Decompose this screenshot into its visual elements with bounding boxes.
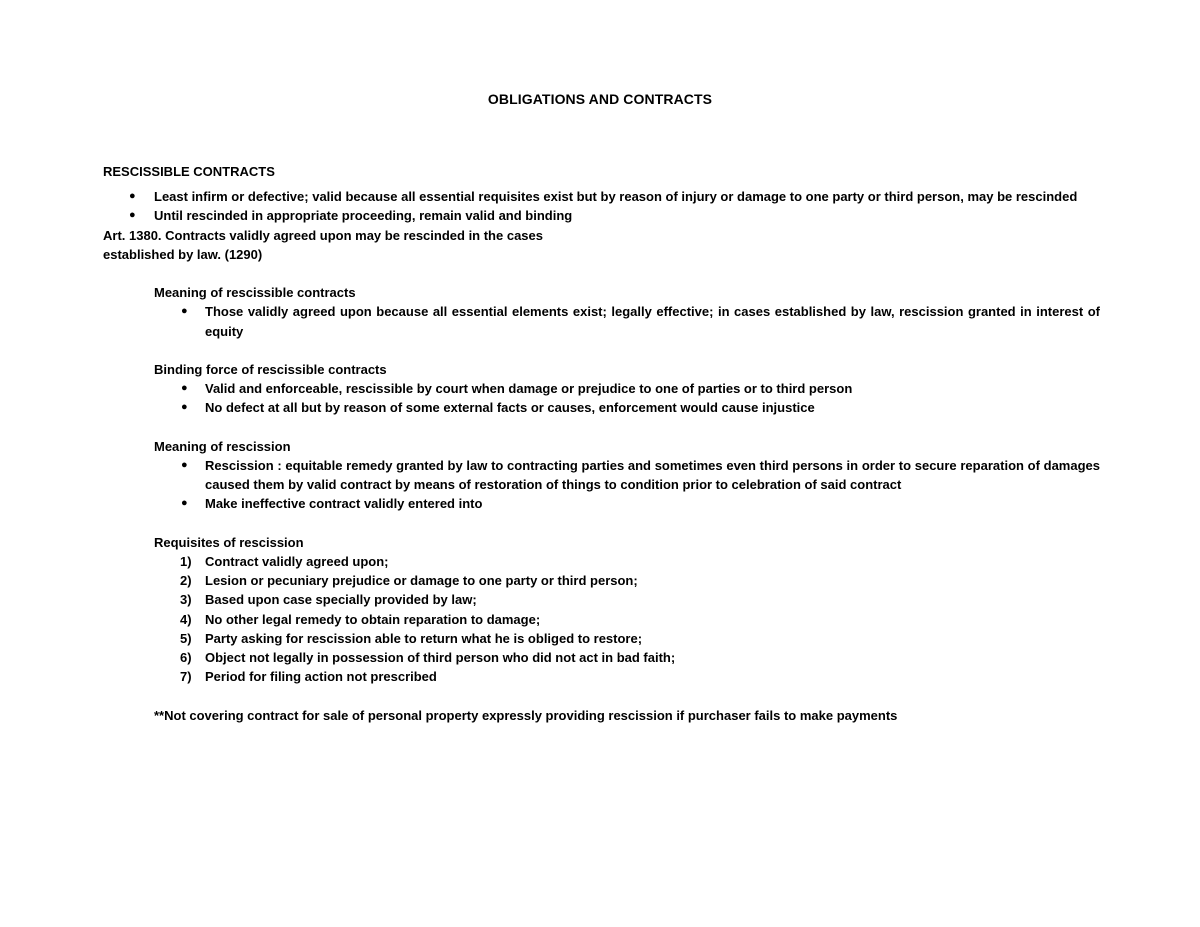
- list-item: [103, 590, 1100, 609]
- list-number: 6): [180, 650, 192, 666]
- subsection-bullet-list: [103, 456, 1100, 514]
- bullet-icon: ●: [181, 382, 188, 395]
- bullet-icon: ●: [181, 305, 188, 318]
- section-heading: RESCISSIBLE CONTRACTS: [103, 164, 275, 179]
- list-item: [103, 571, 1100, 590]
- list-number: 4): [180, 611, 192, 627]
- list-number: 2): [180, 573, 192, 589]
- list-item-text: Valid and enforceable, rescissible by court when damage or prejudice to one of parties or to third person: [205, 381, 853, 397]
- list-item-text: Lesion or pecuniary prejudice or damage to one party or third person;: [205, 573, 638, 589]
- subsection-heading: Meaning of rescission: [154, 438, 291, 454]
- list-item-text: Make ineffective contract validly entered into: [205, 496, 483, 512]
- bullet-icon: ●: [129, 209, 136, 222]
- bullet-icon: ●: [181, 497, 188, 510]
- list-item: [103, 494, 1100, 513]
- requisites-list: [103, 552, 1100, 686]
- list-item: [103, 552, 1100, 571]
- article-text-line-1: Art. 1380. Contracts validly agreed upon may be rescinded in the cases: [103, 227, 543, 243]
- list-item-text: Least infirm or defective; valid because all essential requisites exist but by reason of injury or damage to one party or third person, may be rescinded: [154, 189, 1078, 205]
- list-number: 7): [180, 669, 192, 685]
- intro-bullet-list: [103, 187, 1100, 225]
- list-number: 3): [180, 592, 192, 608]
- list-item: [103, 398, 1100, 417]
- list-item: [103, 206, 1100, 225]
- list-item: [103, 629, 1100, 648]
- list-item: [103, 379, 1100, 398]
- list-item-text: Rescission : equitable remedy granted by law to contracting parties and sometimes even third persons in order to secure reparation of damages caused them by valid contract by means of restoration of things to condition prior to celebration of said contract: [205, 458, 1100, 493]
- list-item-text: Those validly agreed upon because all essential elements exist; legally effective; in cases established by law, rescission granted in interest of equity: [205, 304, 1100, 339]
- subsection-heading: Binding force of rescissible contracts: [154, 362, 387, 377]
- list-item-text: Object not legally in possession of third person who did not act in bad faith;: [205, 650, 676, 666]
- list-item-text: Based upon case specially provided by law;: [205, 592, 477, 608]
- list-item-text: Until rescinded in appropriate proceeding, remain valid and binding: [154, 208, 573, 224]
- list-number: 5): [180, 630, 192, 646]
- list-number: 1): [180, 554, 192, 569]
- article-text-line-2: established by law. (1290): [103, 246, 263, 262]
- list-item: [103, 648, 1100, 667]
- subsection-bullet-list: [103, 302, 1100, 340]
- requisites-heading: Requisites of rescission: [154, 534, 304, 550]
- list-item-text: Contract validly agreed upon;: [205, 554, 389, 569]
- document-body: [103, 162, 1100, 725]
- subsection-bullet-list: [103, 379, 1100, 417]
- list-item: [103, 667, 1100, 686]
- bullet-icon: ●: [129, 190, 136, 203]
- bullet-icon: ●: [181, 401, 188, 414]
- list-item: [103, 187, 1100, 206]
- document-title: OBLIGATIONS AND CONTRACTS: [487, 91, 713, 107]
- subsection-heading: Meaning of rescissible contracts: [154, 285, 356, 301]
- list-item-text: Period for filing action not prescribed: [205, 669, 437, 685]
- list-item: [103, 456, 1100, 494]
- list-item-text: No defect at all but by reason of some external facts or causes, enforcement would cause injustice: [205, 400, 815, 416]
- bullet-icon: ●: [181, 459, 188, 471]
- list-item: [103, 302, 1100, 340]
- list-item-text: Party asking for rescission able to return what he is obliged to restore;: [205, 630, 643, 646]
- footnote: **Not covering contract for sale of personal property expressly providing rescission if purchaser fails to make payments: [154, 707, 898, 723]
- list-item: [103, 610, 1100, 629]
- list-item-text: No other legal remedy to obtain reparation to damage;: [205, 611, 541, 627]
